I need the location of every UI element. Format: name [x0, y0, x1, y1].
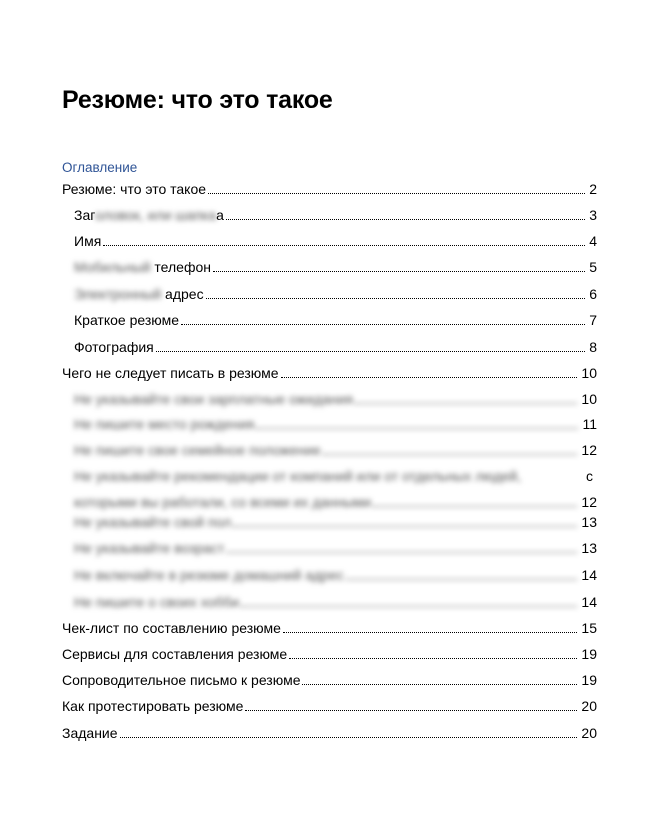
toc-entry-page: 19 — [581, 646, 597, 662]
toc-leader-dots — [256, 428, 578, 429]
redacted-text: Не пишите свое семейное положение — [74, 442, 321, 458]
toc-leader-dots — [346, 579, 578, 580]
redacted-text: Не включайте в резюме домашний адрес — [74, 567, 344, 583]
redacted-text: Не указывайте возраст — [74, 540, 225, 556]
toc-entry-label: Задание — [62, 725, 118, 741]
toc-entry[interactable] — [74, 312, 597, 328]
toc-entry-page: 12 — [581, 494, 597, 510]
toc-entry[interactable] — [74, 391, 597, 407]
toc-entry-page: 10 — [581, 391, 597, 407]
toc-leader-dots — [289, 658, 577, 659]
toc-entry[interactable] — [74, 540, 597, 556]
redacted-text: Не указывайте свой пол — [74, 514, 232, 530]
toc-leader-dots — [373, 506, 577, 507]
toc-leader-dots — [213, 271, 585, 272]
redacted-text: Электронный — [74, 286, 162, 302]
toc-entry-page: 11 — [582, 416, 597, 432]
toc-leader-dots — [241, 606, 577, 607]
toc-entry[interactable] — [62, 698, 597, 714]
toc-entry-page: 19 — [581, 672, 597, 688]
redacted-text: Не указывайте свои зарплатные ожидания — [74, 391, 353, 407]
toc-entry-label: Сервисы для составления резюме — [62, 646, 288, 662]
redacted-text: которыми вы работали, со всеми их данными — [74, 494, 372, 510]
toc-entry-page: 14 — [581, 594, 597, 610]
toc-leader-dots — [302, 684, 577, 685]
toc-leader-dots — [208, 193, 585, 194]
document-title: Резюме: что это такое — [62, 86, 333, 114]
toc-leader-dots — [206, 298, 586, 299]
toc-entry-page: 20 — [581, 698, 597, 714]
toc-entry[interactable] — [74, 339, 597, 355]
toc-entry[interactable] — [62, 725, 597, 741]
toc-entry-page: 8 — [589, 339, 597, 355]
toc-entry-label: Как протестировать резюме — [62, 698, 244, 714]
toc-entry-page: 13 — [581, 540, 597, 556]
toc-entry-label: Электронный адрес — [74, 286, 204, 302]
redacted-text: оловок, или шапка — [95, 207, 217, 223]
toc-entry[interactable] — [74, 468, 597, 512]
toc-entry-label: Имя — [74, 233, 102, 249]
toc-entry[interactable] — [74, 233, 597, 249]
redacted-text: Не пишите место рождения — [74, 416, 255, 432]
toc-entry-label: Заголовок, или шапкаа — [74, 207, 224, 223]
toc-entry-label: Мобильный телефон — [74, 259, 211, 275]
toc-entry-label: Чего не следует писать в резюме — [62, 365, 279, 381]
toc-leader-dots — [355, 403, 577, 404]
toc-entry-page: 12 — [581, 442, 597, 458]
toc-entry[interactable] — [62, 181, 597, 197]
toc-leader-dots — [281, 377, 578, 378]
toc-leader-dots — [181, 324, 585, 325]
toc-entry-label: Резюме: что это такое — [62, 181, 207, 197]
toc-entry-label: с — [586, 468, 593, 484]
toc-leader-dots — [233, 526, 577, 527]
toc-entry-page: 20 — [581, 725, 597, 741]
toc-entry-label: Сопроводительное письмо к резюме — [62, 672, 301, 688]
toc-entry[interactable] — [74, 442, 597, 458]
toc-entry-page: 6 — [589, 286, 597, 302]
toc-entry[interactable] — [74, 259, 597, 275]
toc-leader-dots — [103, 245, 585, 246]
toc-entry-page: 4 — [589, 233, 597, 249]
toc-entry[interactable] — [74, 286, 597, 302]
toc-leader-dots — [323, 454, 578, 455]
toc-entry[interactable] — [74, 567, 597, 583]
toc-heading: Оглавление — [62, 160, 138, 175]
toc-entry-page: 5 — [589, 259, 597, 275]
redacted-text: Не пишите о своих хобби — [74, 594, 240, 610]
toc-entry[interactable] — [74, 207, 597, 223]
toc-leader-dots — [283, 632, 578, 633]
toc-entry-page: 2 — [589, 181, 597, 197]
redacted-text: Мобильный — [74, 259, 151, 275]
toc-entry[interactable] — [74, 594, 597, 610]
toc-leader-dots — [245, 710, 577, 711]
toc-entry[interactable] — [62, 365, 597, 381]
toc-leader-dots — [156, 351, 585, 352]
toc-leader-dots — [226, 219, 585, 220]
toc-entry-page: 13 — [581, 514, 597, 530]
toc-entry[interactable] — [62, 646, 597, 662]
toc-entry-page: 10 — [581, 365, 597, 381]
toc-entry-label: Фотография — [74, 339, 154, 355]
toc-entry[interactable] — [74, 514, 597, 530]
toc-entry-page: 7 — [589, 312, 597, 328]
toc-entry-page: 3 — [589, 207, 597, 223]
redacted-text: Не указывайте рекомендации от компаний или от отдельных людей, — [74, 468, 522, 484]
toc-entry[interactable] — [74, 416, 597, 432]
toc-leader-dots — [226, 552, 577, 553]
toc-entry-page: 14 — [581, 567, 597, 583]
toc-entry-page: 15 — [581, 620, 597, 636]
toc-entry-label: Краткое резюме — [74, 312, 180, 328]
toc-entry-label: Чек-лист по составлению резюме — [62, 620, 281, 636]
toc-entry[interactable] — [62, 620, 597, 636]
toc-entry[interactable] — [62, 672, 597, 688]
toc-leader-dots — [120, 737, 578, 738]
